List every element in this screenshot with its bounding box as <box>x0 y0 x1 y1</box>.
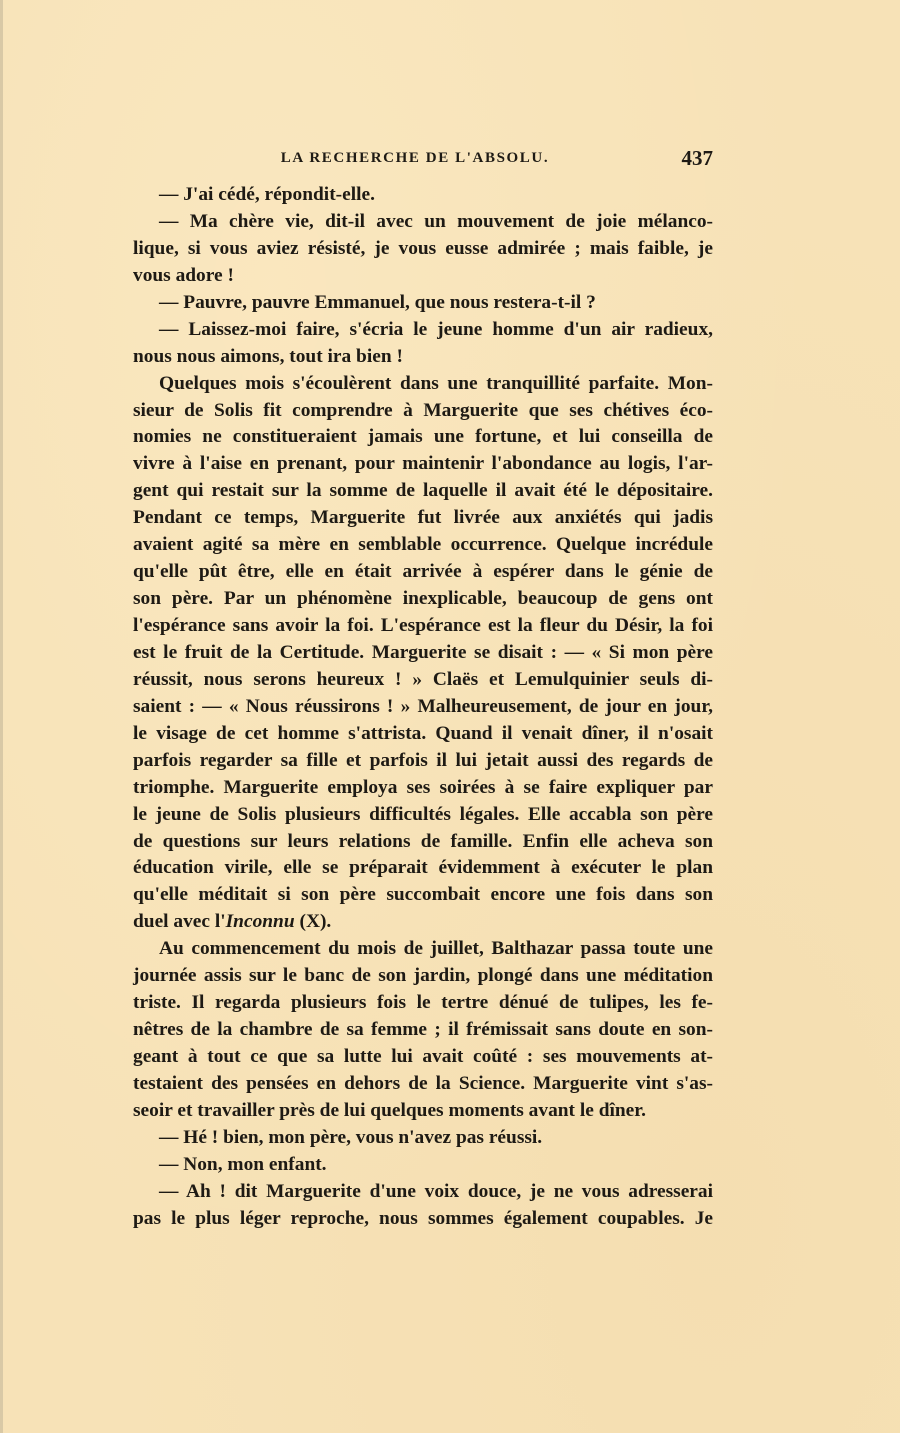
text-line: lique, si vous aviez résisté, je vous eusse admirée ; mais faible, je <box>133 237 713 259</box>
text-line: pas le plus léger reproche, nous sommes également coupables. Je <box>133 1207 713 1229</box>
text-line: est le fruit de la Certitude. Marguerite se disait : — « Si mon père <box>133 641 713 663</box>
text-line: seoir et travailler près de lui quelques moments avant le dîner. <box>133 1099 646 1121</box>
text-line: — Non, mon enfant. <box>159 1153 327 1175</box>
text-line: le visage de cet homme s'attrista. Quand il venait dîner, il n'osait <box>133 722 713 744</box>
running-title: LA RECHERCHE DE L'ABSOLU. <box>280 150 550 166</box>
text-line: — Pauvre, pauvre Emmanuel, que nous restera-t-il ? <box>159 291 596 313</box>
text-line: — J'ai cédé, répondit-elle. <box>159 184 375 205</box>
italic-term: Inconnu <box>225 911 295 933</box>
text-line: avaient agité sa mère en semblable occurrence. Quelque incrédule <box>133 534 713 556</box>
body-text <box>133 182 713 1233</box>
text-line: nous nous aimons, tout ira bien ! <box>133 345 403 367</box>
text-line: Au commencement du mois de juillet, Balthazar passa toute une <box>159 938 713 960</box>
text-line: saient : — « Nous réussirons ! » Malheureusement, de jour en jour, <box>133 695 713 717</box>
text-line: qu'elle pût être, elle en était arrivée à espérer dans le génie de <box>133 561 713 583</box>
text-line: parfois regarder sa fille et parfois il lui jetait aussi des regards de <box>133 749 713 771</box>
text-line: le jeune de Solis plusieurs difficultés légales. Elle accabla son père <box>133 803 713 825</box>
text-line: réussit, nous serons heureux ! » Claës et Lemulquinier seuls di- <box>133 668 713 690</box>
text-line: — Ma chère vie, dit-il avec un mouvement de joie mélanco- <box>159 210 713 232</box>
text-line: journée assis sur le banc de son jardin, plongé dans une méditation <box>133 965 713 987</box>
text-line: nomies ne constitueraient jamais une fortune, et lui conseilla de <box>133 426 713 448</box>
text-line: éducation virile, elle se préparait évidemment à exécuter le plan <box>133 857 713 879</box>
text-line: son père. Par un phénomène inexplicable, beaucoup de gens ont <box>133 588 713 610</box>
text-line: — Ah ! dit Marguerite d'une voix douce, je ne vous adresserai <box>159 1180 713 1202</box>
text-line: — Laissez-moi faire, s'écria le jeune homme d'un air radieux, <box>159 318 713 340</box>
text-line: nêtres de la chambre de sa femme ; il frémissait sans doute en son- <box>133 1019 713 1041</box>
text-line: — Hé ! bien, mon père, vous n'avez pas réussi. <box>159 1126 543 1148</box>
running-header <box>133 146 713 176</box>
page-number: 437 <box>681 146 713 170</box>
page-left-edge <box>0 0 3 1433</box>
text-line: sieur de Solis fit comprendre à Marguerite que ses chétives éco- <box>133 399 713 421</box>
text-line: Quelques mois s'écoulèrent dans une tranquillité parfaite. Mon- <box>159 372 713 394</box>
text-line: de questions sur leurs relations de famille. Enfin elle acheva son <box>133 830 713 852</box>
text-line: qu'elle méditait si son père succombait encore une fois dans son <box>133 884 713 906</box>
text-line: l'espérance sans avoir la foi. L'espérance est la fleur du Désir, la foi <box>133 615 713 636</box>
text-line: Pendant ce temps, Marguerite fut livrée aux anxiétés qui jadis <box>133 507 713 529</box>
text-line: geant à tout ce que sa lutte lui avait coûté : ses mouvements at- <box>133 1046 713 1067</box>
text-line: vous adore ! <box>133 264 234 286</box>
text-line: duel avec l'Inconnu (X). <box>133 911 332 933</box>
text-line: gent qui restait sur la somme de laquelle il avait été le dépositaire. <box>133 480 713 502</box>
text-line: triste. Il regarda plusieurs fois le tertre dénué de tulipes, les fe- <box>133 992 713 1014</box>
text-line: testaient des pensées en dehors de la Science. Marguerite vint s'as- <box>133 1072 713 1094</box>
text-line: vivre à l'aise en prenant, pour maintenir l'abondance au logis, l'ar- <box>133 453 713 475</box>
text-line: triomphe. Marguerite employa ses soirées à se faire expliquer par <box>133 776 713 798</box>
